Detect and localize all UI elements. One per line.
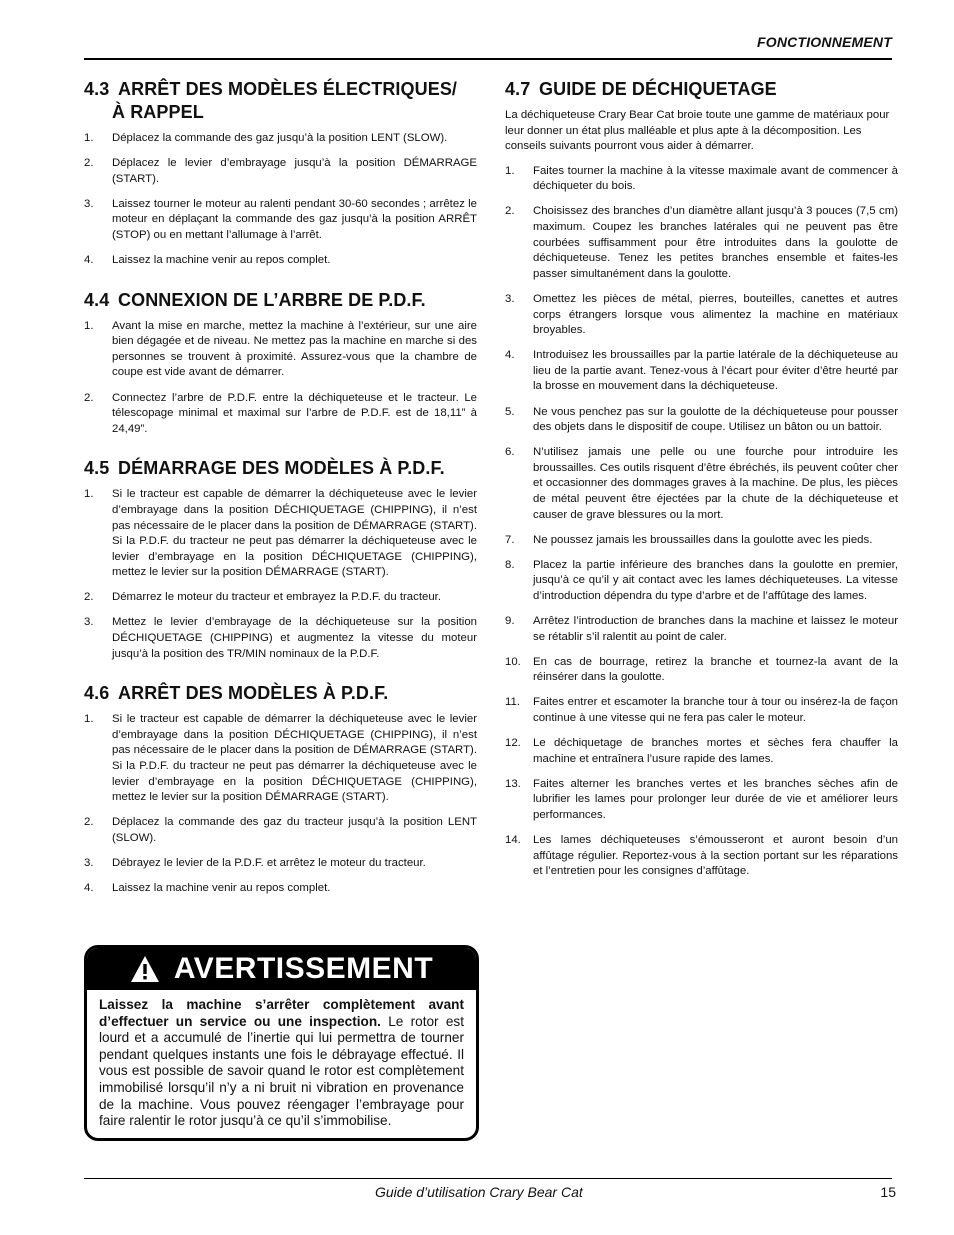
list-item: 2. Connectez l’arbre de P.D.F. entre la déchiqueteuse et le tracteur. Le télescopage minimal et maximal sur l’arbre de P.D.F. est de 18,11” à 24,49”. bbox=[84, 391, 477, 435]
list-item: 12. Le déchiquetage de branches mortes et sèches fera chauffer la machine et entraînera l’usure rapide des lames. bbox=[505, 737, 898, 765]
list-item: 8. Placez la partie inférieure des branches dans la goulotte en premier, jusqu’à ce qu’il y ait contact avec les lames déchiqueteuses. La vitesse d’introduction dépendra du type d’arbre et de l’affûtage des lames. bbox=[505, 558, 898, 602]
list-item: 7. Ne poussez jamais les broussailles dans la goulotte avec les pieds. bbox=[505, 533, 873, 546]
warning-title: AVERTISSEMENT bbox=[173, 952, 434, 985]
list-item: 1. Déplacez la commande des gaz jusqu’à la position LENT (SLOW). bbox=[84, 132, 448, 144]
header-rule bbox=[84, 58, 892, 60]
list-item: 13. Faites alterner les branches vertes et les branches sèches afin de lubrifier les lames pour prolonger leur durée de vie et améliorer leurs performances. bbox=[505, 777, 898, 821]
section-4-7 bbox=[505, 78, 898, 880]
list-item: 4. Introduisez les broussailles par la partie latérale de la déchiqueteuse au lieu de la partie avant. Tenez-vous à l’écart pour éviter d’être heurté par la brosse en mouvement dans la déchiqueteuse. bbox=[505, 349, 898, 393]
section-heading: 4.5 DÉMARRAGE DES MODÈLES À P.D.F. bbox=[84, 458, 445, 479]
list-item: 4. Laissez la machine venir au repos complet. bbox=[84, 882, 331, 895]
footer-rule bbox=[84, 1178, 892, 1179]
section-4-3 bbox=[84, 78, 477, 269]
step-list bbox=[84, 712, 477, 896]
list-item: 6. N’utilisez jamais une pelle ou une fourche pour introduire les broussailles. Ces outils risquent d’être ébréchés, ils peuvent coûter cher et occasionner des dommages graves à la machine. De plus, les pièces de métal peuvent être éjectées par la chute de la déchiqueteuse et causer de grave blessures ou la mort. bbox=[505, 446, 898, 521]
step-list bbox=[84, 487, 477, 662]
section-4-6 bbox=[84, 682, 477, 896]
list-item: 1. Si le tracteur est capable de démarrer la déchiqueteuse avec le levier d’embrayage dans la position DÉCHIQUETAGE (CHIPPING), il n’est pas nécessaire de le placer dans la position de DÉMARRAGE (START). Si la P.D.F. du tracteur ne peut pas démarrer la déchiqueteuse avec le levier d’embrayage en la position DÉCHIQUETAGE (CHIPPING), mettez le levier sur la position DÉMARRAGE (START). bbox=[84, 713, 477, 804]
warning-header bbox=[87, 948, 476, 990]
list-item: 2. Démarrez le moteur du tracteur et embrayez la P.D.F. du tracteur. bbox=[84, 591, 441, 604]
footer-guide-title: Guide d’utilisation Crary Bear Cat bbox=[375, 1184, 583, 1200]
section-4-4 bbox=[84, 289, 477, 438]
page-number: 15 bbox=[880, 1184, 896, 1200]
section-heading: 4.3 ARRÊT DES MODÈLES ÉLECTRIQUES/ À RAPPEL bbox=[84, 79, 458, 122]
list-item: 1. Avant la mise en marche, mettez la machine à l’extérieur, sur une aire bien dégagée et de niveau. Ne mettez pas la machine en marche si des personnes se trouvent à proximité. Assurez-vous que la chambre de coupe est vide avant de démarrer. bbox=[84, 319, 477, 379]
list-item: 2. Déplacez la commande des gaz du tracteur jusqu’à la position LENT (SLOW). bbox=[84, 816, 477, 844]
left-column bbox=[84, 78, 477, 917]
list-item: 3. Débrayez le levier de la P.D.F. et arrêtez le moteur du tracteur. bbox=[84, 857, 426, 869]
list-item: 1. Faites tourner la machine à la vitesse maximale avant de commencer à déchiqueter du bois. bbox=[505, 164, 898, 193]
warning-triangle-icon bbox=[130, 955, 160, 983]
step-list bbox=[84, 131, 477, 269]
running-header: FONCTIONNEMENT bbox=[756, 34, 892, 50]
section-intro: La déchiqueteuse Crary Bear Cat broie toute une gamme de matériaux pour leur donner un état plus malléable et plus apte à la décomposition. Les conseils suivants pourront vous aider à démarrer. bbox=[505, 109, 890, 153]
section-heading: 4.7 GUIDE DE DÉCHIQUETAGE bbox=[505, 79, 777, 99]
list-item: 2. Choisissez des branches d’un diamètre allant jusqu’à 3 pouces (7,5 cm) maximum. Coupez les branches latérales qui ne peuvent pas être courbées suffisamment pour être introduites dans la goulotte de déchiqueteuse. Tenez les petites branches ensemble et faites-les passer simultanément dans la goulotte. bbox=[505, 205, 898, 280]
warning-box bbox=[84, 945, 479, 1141]
section-4-5 bbox=[84, 457, 477, 662]
step-list bbox=[505, 164, 898, 880]
step-list bbox=[84, 319, 477, 438]
list-item: 4. Laissez la machine venir au repos complet. bbox=[84, 254, 331, 267]
list-item: 3. Omettez les pièces de métal, pierres, bouteilles, canettes et autres corps étrangers lorsque vous alimentez la machine en matériaux broyables. bbox=[505, 292, 898, 337]
list-item: 11. Faites entrer et escamoter la branche tour à tour ou insérez-la de façon continue à une vitesse qui ne fera pas caler le moteur. bbox=[505, 696, 898, 724]
warning-text: Laissez la machine s’arrêter complètement avant d’effectuer un service ou une inspection. Le rotor est lourd et a accumulé de l’inertie qui lui permettra de tourner pendant quelques instants une fois le débrayage effectué. Il vous est possible de savoir quand le rotor est complètement immobilisé lorsqu’il n’y a ni bruit ni vibration en provenance de la machine. Vous pouvez réengager l’embrayage pour faire ralentir le rotor jusqu’à ce qu’il s’immobilise. bbox=[99, 997, 464, 1129]
section-heading: 4.4 CONNEXION DE L’ARBRE DE P.D.F. bbox=[84, 289, 426, 310]
right-column bbox=[505, 78, 898, 900]
list-item: 1. Si le tracteur est capable de démarrer la déchiqueteuse avec le levier d’embrayage dans la position DÉCHIQUETAGE (CHIPPING), il n’est pas nécessaire de le placer dans la position de DÉMARRAGE (START). Si la P.D.F. du tracteur ne peut pas démarrer la déchiqueteuse avec le levier d’embrayage en la position DÉCHIQUETAGE (CHIPPING), mettez le levier sur la position DÉMARRAGE (START). bbox=[84, 488, 477, 579]
list-item: 5. Ne vous penchez pas sur la goulotte de la déchiqueteuse pour pousser des objets dans le dispositif de coupe. Utilisez un bâton ou un battoir. bbox=[505, 405, 898, 434]
list-item: 3. Mettez le levier d’embrayage de la déchiqueteuse sur la position DÉCHIQUETAGE (CHIPPING) et augmentez la vitesse du moteur jusqu’à la position des TR/MIN nominaux de la P.D.F. bbox=[84, 616, 477, 660]
list-item: 3. Laissez tourner le moteur au ralenti pendant 30-60 secondes ; arrêtez le moteur en déplaçant la commande des gaz jusqu’à la position ARRÊT (STOP) ou en mettant l’allumage à l’arrêt. bbox=[84, 197, 477, 241]
list-item: 14. Les lames déchiqueteuses s’émousseront et auront besoin d’un affûtage régulier. Reportez-vous à la section portant sur les réparations et l’entretien pour les consignes d’affûtage. bbox=[505, 834, 898, 878]
list-item: 9. Arrêtez l’introduction de branches dans la machine et laissez le moteur se rétablir s’il ralentit au point de caler. bbox=[505, 615, 898, 643]
list-item: 2. Déplacez le levier d’embrayage jusqu’à la position DÉMARRAGE (START). bbox=[84, 157, 477, 185]
list-item: 10. En cas de bourrage, retirez la branche et tournez-la avant de la réinsérer dans la goulotte. bbox=[505, 655, 898, 684]
section-heading: 4.6 ARRÊT DES MODÈLES À P.D.F. bbox=[84, 683, 389, 704]
